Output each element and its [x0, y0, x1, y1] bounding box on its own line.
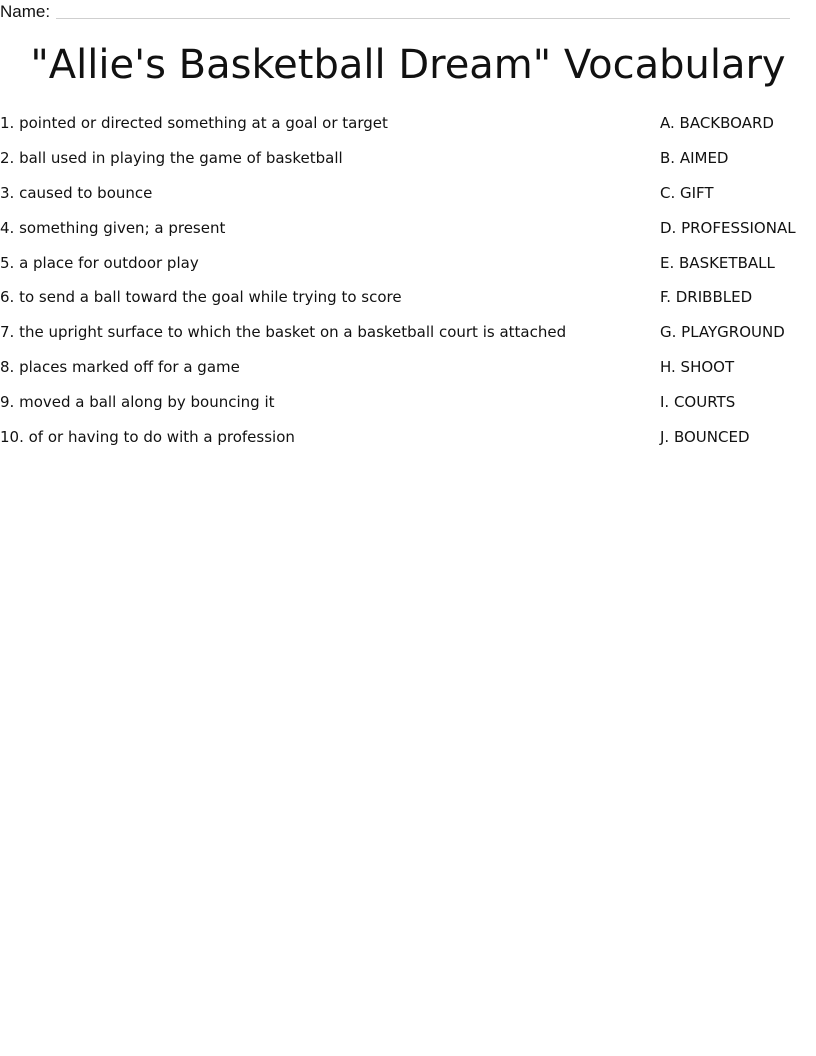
definition-item: 5. a place for outdoor play	[0, 253, 199, 272]
term-item: A. BACKBOARD	[660, 114, 774, 132]
term-item: G. PLAYGROUND	[660, 323, 785, 342]
definition-item: 9. moved a ball along by bouncing it	[0, 393, 275, 412]
term-item: I. COURTS	[660, 393, 736, 412]
definition-item: 10. of or having to do with a profession	[0, 428, 295, 447]
term-item: E. BASKETBALL	[660, 253, 775, 272]
term-item: D. PROFESSIONAL	[660, 218, 796, 237]
name-label: Name:	[0, 2, 51, 21]
definition-item: 2. ball used in playing the game of basketball	[0, 148, 343, 167]
term-item: H. SHOOT	[660, 358, 735, 377]
definition-item: 4. something given; a present	[0, 218, 226, 237]
name-write-line[interactable]	[56, 17, 790, 19]
term-item: J. BOUNCED	[660, 428, 750, 447]
definition-item: 1. pointed or directed something at a goal or target	[0, 114, 388, 132]
definition-item: 6. to send a ball toward the goal while trying to score	[0, 288, 402, 307]
page-title: "Allie's Basketball Dream" Vocabulary	[30, 42, 786, 88]
definition-item: 3. caused to bounce	[0, 183, 153, 202]
terms-list	[660, 112, 816, 461]
definition-item: 8. places marked off for a game	[0, 358, 240, 377]
term-item: C. GIFT	[660, 183, 714, 202]
definitions-list	[0, 112, 640, 461]
term-item: F. DRIBBLED	[660, 288, 753, 307]
term-item: B. AIMED	[660, 148, 729, 167]
name-field-row	[0, 0, 790, 22]
definition-item: 7. the upright surface to which the basket on a basketball court is attached	[0, 323, 567, 342]
